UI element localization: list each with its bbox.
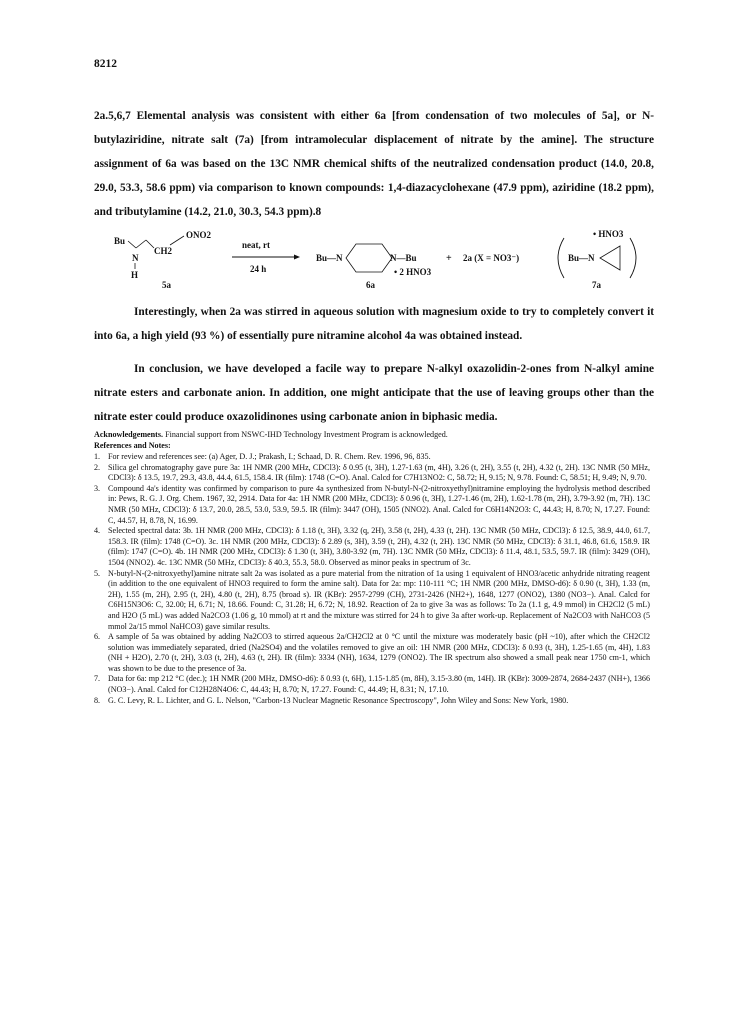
bracket-left [558,238,564,278]
arrow-conditions-bottom: 24 h [250,264,267,274]
acknowledgements [94,430,650,441]
piperazine-ring [346,244,392,272]
paragraph-conclusion: In conclusion, we have developed a facile way to prepare N-alkyl oxazolidin-2-ones from N-alkyl amine nitrate esters and carbonate anion. In addition, one might anticipate that the use of leaving groups other than the nitrate ester could produce oxazolidinones using carbonate anion in biphasic media. [94,363,654,423]
product1-label: 6a [366,280,375,290]
reference-item: 1. For review and references see: (a) Ager, D. J.; Prakash, I.; Schaad, D. R. Chem. Rev. 1996, 96, 835. [94,452,431,461]
product1-right: N—Bu [390,253,417,263]
reaction-scheme [94,228,654,303]
aziridine-ring [600,246,620,270]
reactant-ono2: ONO2 [186,230,212,240]
product2-label: 7a [592,280,601,290]
acknowledgements-text: Financial support from NSWC-IHD Technology Investment Program is acknowledged. [165,430,448,439]
reference-item: 2. Silica gel chromatography gave pure 3a: 1H NMR (200 MHz, CDCl3): δ 0.95 (t, 3H), 1.27-1.63 (m, 4H), 3.26 (t, 2H), 3.55 (t, 2H), 4.32 (t, 2H). 13C NMR (50 MHz, CDCl3): δ 13.5, 19.7, 29.3, 43.8, 44.4, 61.5, 158.4. IR (film): 1748 (C=O). Anal. Calcd for C7H13NO2: C, 58.72; H, 9.15; N, 9.78. Found: C, 58.51; H, 9.49; N, 9.70. [94,462,650,483]
acknowledgements-heading: Acknowledgements. [94,430,164,439]
reference-item: 6. A sample of 5a was obtained by adding Na2CO3 to stirred aqueous 2a/CH2Cl2 at 0 °C until the mixture was moderately basic (pH ~10), after which the CH2Cl2 solution was immediately separated, dried (Na2SO4) and the volatiles removed to give an oil: 1H NMR (200 MHz, CDCl3): δ 0.93 (t, 3H), 1.25-1.65 (m, 4H), 1.83 (NH + H2O), 2.70 (t, 2H), 3.03 (t, 2H), 4.63 (t, 2H). IR (film): 3334 (NH), 1634, 1279 (ONO2). The IR spectrum also showed a small peak near 1750 cm-1, which was shown to be due to the presence of 3a. [94,632,650,673]
paragraph-magnesium-oxide: Interestingly, when 2a was stirred in aqueous solution with magnesium oxide to try to completely convert it into 6a, a high yield (93 %) of essentially pure nitramine alcohol 4a was obtained instead. [94,306,654,342]
reactant-bu: Bu [114,236,126,246]
arrow-conditions-top: neat, rt [242,240,270,250]
reference-item: 5. N-butyl-N-(2-nitroxyethyl)amine nitrate salt 2a was isolated as a pure material from the nitration of 1a using 1 equivalent of HNO3/acetic anhydride nitrating reagent (in addition to the one equivalent of HNO3 required to form the amine salt). Data for 2a: mp: 110-111 °C; 1H NMR (200 MHz, DMSO-d6): δ 0.90 (t, 3H), 1.33 (m, 2H), 1.55 (m, 2H), 2.95 (t, 2H), 4.80 (t, 2H), 8.75 (broad s). IR (KBr): 2957-2799 (CH), 2731-2426 (NH2+), 1648, 1277 (ONO2), 1380 (NO3−). Anal. Calcd for C6H15N3O6: C, 32.00; H, 6.71; N, 18.66. Found: C, 31.28; H, 6.72; N, 18.92. Reaction of 2a to give 3a was as follows: To 2a (1.1 g, 4.9 mmol) in CH2Cl2 (5 mL) and H2O (5 mL) was added Na2CO3 (1.06 g, 10 mmol) at rt and the mixture was stirred for 24 h to give 3a after work-up. Replacement of Na2CO3 with NaHCO3 (5 mmol 2a/15 mmol NaHCO3) gave similar results. [94,568,650,631]
references-heading: References and Notes: [94,441,171,450]
product1-left: Bu—N [316,253,343,263]
reactant-h: H [131,270,139,280]
reference-item: 4. Selected spectral data: 3b. 1H NMR (200 MHz, CDCl3): δ 1.18 (t, 3H), 3.32 (q, 2H), 3.58 (t, 2H), 4.33 (t, 2H). 13C NMR (50 MHz, CDCl3): δ 12.5, 38.9, 44.0, 61.7, 158.3. IR (film): 1748 (C=O). 3c. 1H NMR (200 MHz, CDCl3): δ 2.89 (s, 3H), 3.59 (t, 2H), 4.32 (t, 2H). 13C NMR (50 MHz, CDCl3): δ 31.1, 46.8, 61.6, 158.9. IR (film): 1747 (C=O). 4b. 1H NMR (200 MHz, CDCl3): δ 1.30 (t, 3H), 3.80-3.92 (m, 7H). 13C NMR (50 MHz, CDCl3): δ 11.4, 48.1, 53.5, 59.7. IR (film): 3429 (OH), 1504 (NNO2). 4c. 13C NMR (50 MHz, CDCl3): δ 40.3, 55.3, 58.0. Observed as minor peaks in spectrum of 3c. [94,526,650,567]
paragraph-results: 2a.5,6,7 Elemental analysis was consistent with either 6a [from condensation of two molecules of 5a], or N-butylaziridine, nitrate salt (7a) [from intramolecular displacement of nitrate by the amine]. The structure assignment of 6a was based on the 13C NMR chemical shifts of the neutralized condensation product (14.0, 20.8, 29.0, 53.3, 58.6 ppm) via comparison to known compounds: 1,4-diazacyclohexane (47.9 ppm), aziridine (18.2 ppm), and tributylamine (14.2, 21.0, 30.3, 54.3 ppm).8 [94,110,654,218]
reference-item: 3. Compound 4a's identity was confirmed by comparison to pure 4a synthesized from N-butyl-N-(2-nitroxyethyl)nitramine employing the hydrolysis method described in: Pews, R. G. J. Org. Chem. 1967, 32, 2914. Data for 4a: 1H NMR (200 MHz, CDCl3): δ 0.96 (t, 3H), 1.27-1.46 (m, 2H), 1.62-1.78 (m, 2H), 3.79-3.92 (m, 7H). 13C NMR (50 MHz, CDCl3): δ 13.7, 20.0, 28.5, 53.0, 53.9, 59.5. IR (film): 3447 (OH), 1505 (NNO2). Anal. Calcd for C6H14N2O3: C, 44.43; H, 8.70; N, 17.27. Found: C, 44.57, H, 8.78, N, 16.99. [94,483,650,525]
plus-sign: + [446,253,452,264]
coproduct-2a: 2a (X = NO3⁻) [463,253,520,263]
bracket-right [630,238,636,278]
product2-salt: • HNO3 [593,229,624,239]
reactant-ch2: CH2 [154,246,172,256]
references-list [94,452,650,706]
product2-ring-label: Bu—N [568,253,595,263]
reactant-n: N [132,253,139,263]
page-number: 8212 [94,58,117,70]
reference-item: 7. Data for 6a: mp 212 °C (dec.); 1H NMR (200 MHz, DMSO-d6): δ 0.93 (t, 6H), 1.15-1.85 (m, 8H), 3.15-3.80 (m, 14H). IR (KBr): 3009-2874, 2684-2437 (NH+), 1366 (NO3−). Anal. Calcd for C12H28N4O6: C, 44.43; H, 8.70; N, 17.27. Found: C, 44.49; H, 8.31; N, 17.10. [94,674,650,695]
discussion [94,300,654,429]
reactant-label: 5a [162,280,171,290]
reference-item: 8. G. C. Levy, R. L. Lichter, and G. L. Nelson, "Carbon-13 Nuclear Magnetic Resonance Spectroscopy", John Wiley and Sons: New York, 1980. [94,695,569,705]
product1-salt: • 2 HNO3 [394,267,432,277]
